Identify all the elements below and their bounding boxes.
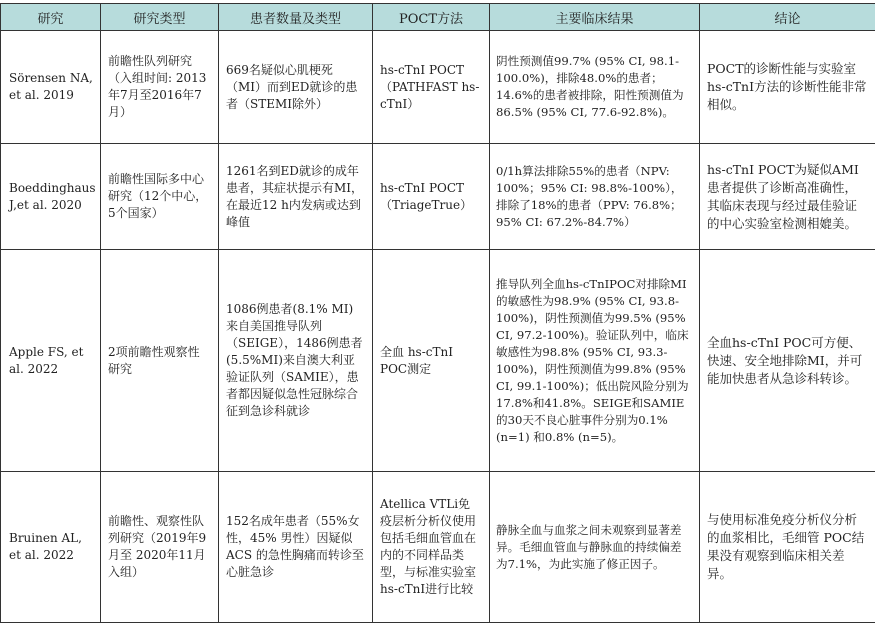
cell-study-type: 前瞻性、观察性队列研究（2019年9月至 2020年11月入组）	[101, 472, 219, 623]
table-row	[1, 472, 875, 623]
table-row	[1, 144, 875, 250]
cell-conclusion: hs-cTnI POCT为疑似AMI患者提供了诊断高准确性，其临床表现与经过最佳验证的中心实验室检测相媲美。	[700, 144, 875, 250]
cell-patients: 1086例患者(8.1% MI)来自美国推导队列（SEIGE），1486例患者(5.5%MI)来自澳大利亚验证队列（SAMIE），患者都因疑似急性冠脉综合征到急诊科就诊	[219, 250, 373, 472]
cell-results: 阴性预测值99.7% (95% CI, 98.1-100.0%)，排除48.0%的患者；14.6%的患者被排除，阳性预测值为86.5% (95% CI, 77.6-92.8%)。	[490, 31, 700, 144]
header-study-type: 研究类型	[101, 4, 219, 31]
table-row	[1, 250, 875, 472]
cell-conclusion: 全血hs-cTnI POC可方便、快速、安全地排除MI，并可能加快患者从急诊科转诊。	[700, 250, 875, 472]
cell-conclusion: POCT的诊断性能与实验室hs-cTnI方法的诊断性能非常相似。	[700, 31, 875, 144]
cell-poct-method: Atellica VTLi免疫层析分析仪使用包括毛细血管血在内的不同样品类型，与标准实验室 hs-cTnI进行比较	[373, 472, 490, 623]
cell-study: Sörensen NA, et al. 2019	[1, 31, 101, 144]
cell-conclusion: 与使用标准免疫分析仪分析的血浆相比，毛细管 POC结果没有观察到临床相关差异。	[700, 472, 875, 623]
cell-poct-method: hs-cTnI POCT（PATHFAST hs-cTnI）	[373, 31, 490, 144]
cell-study: Apple FS, et al. 2022	[1, 250, 101, 472]
header-conclusion: 结论	[700, 4, 875, 31]
cell-study: Bruinen AL, et al. 2022	[1, 472, 101, 623]
cell-study-type: 前瞻性国际多中心研究（12个中心，5个国家）	[101, 144, 219, 250]
header-poct-method: POCT方法	[373, 4, 490, 31]
header-study: 研究	[1, 4, 101, 31]
cell-poct-method: hs-cTnI POCT（TriageTrue）	[373, 144, 490, 250]
cell-study-type: 2项前瞻性观察性研究	[101, 250, 219, 472]
cell-study: Boeddinghaus J,et al. 2020	[1, 144, 101, 250]
cell-patients: 152名成年患者（55%女性，45% 男性）因疑似 ACS 的急性胸痛而转诊至心脏急诊	[219, 472, 373, 623]
cell-patients: 1261名到ED就诊的成年患者，其症状提示有MI，在最近12 h内发病或达到峰值	[219, 144, 373, 250]
cell-results: 静脉全血与血浆之间未观察到显著差异。毛细血管血与静脉血的持续偏差为7.1%，为此实施了修正因子。	[490, 472, 700, 623]
cell-poct-method: 全血 hs-cTnI POC测定	[373, 250, 490, 472]
header-results: 主要临床结果	[490, 4, 700, 31]
cell-study-type: 前瞻性队列研究（入组时间: 2013年7月至2016年7月）	[101, 31, 219, 144]
table-row	[1, 31, 875, 144]
cell-results: 推导队列全血hs-cTnIPOC对排除MI的敏感性为98.9% (95% CI, 93.8-100%)，阴性预测值为99.5% (95% CI, 97.2-100%)。验证队列中，临床敏感性为98.8% (95% CI, 93.3-100%)，阴性预测值为99.8% (95% CI, 99.1-100%)；低出院风险分别为17.8%和41.8%。SEIGE和SAMIE的30天不良心脏事件分别为0.1% (n=1) 和0.8% (n=5)。	[490, 250, 700, 472]
cell-patients: 669名疑似心肌梗死（MI）而到ED就诊的患者（STEMI除外）	[219, 31, 373, 144]
clinical-studies-table	[0, 3, 875, 623]
cell-results: 0/1h算法排除55%的患者（NPV: 100%；95% CI: 98.8%-100%），排除了18%的患者（PPV: 76.8%；95% CI: 67.2%-84.7%）	[490, 144, 700, 250]
header-patients: 患者数量及类型	[219, 4, 373, 31]
table-header-row	[1, 4, 875, 31]
